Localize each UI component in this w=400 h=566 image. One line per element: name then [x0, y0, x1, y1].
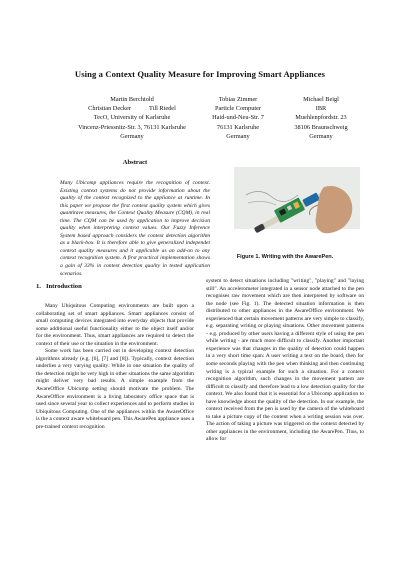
awarepen-illustration — [232, 157, 362, 243]
left-column-body — [36, 303, 194, 431]
figure-caption: Figure 1. Writing with the AwarePen. — [236, 254, 334, 260]
author-column-3 — [284, 95, 358, 141]
author-name: Till Riedel — [148, 105, 176, 113]
author-country: Germany — [226, 132, 250, 140]
author-pair — [54, 104, 210, 113]
author-city: 38106 Braunschweig — [294, 123, 348, 131]
right-column-body: system to detect situations including "writing", "playing" and "laying still". An accelerometer integrated in a sensor node attached to the pen recognises raw movement which are then interpreted by software on the node (see Fig. 1). The detected situation information is then distributed to other appliances in the AwareOffice environment. We experienced that certain movement patterns are very simple to classify, e.g. separating writing or playing situations. Other movement patterns - e.g. produced by other users having a different style of using the pen while writing - are much more difficult to classify. Another important experience was that changes in the quality of detection could happen in a very short time span: A user writing a text on the board, then for some seconds playing with the pen when thinking and then continuing writing is a typical example for such a situation. For a context recognition algorithm, such changes in the movement pattern are difficult to classify and therefore lead to a low detection quality for the context. We also found that it is essential for a Ubicomp application to have knowledge about the quality of the detection. In our example, the context received from the pen is used by the camera of the whiteboard to take a picture copy of the content when a writing session was over. The action of taking a picture was triggered on the context detected by other appliances in the environment, including the AwarePen. Thus, to allow for — [206, 278, 364, 443]
abstract-heading: Abstract — [122, 159, 148, 166]
paper-title: Using a Context Quality Measure for Improving Smart Appliances — [74, 69, 326, 79]
author-column-2 — [198, 95, 278, 141]
section-number: 1. — [36, 283, 41, 290]
figure-awarepen-photo — [232, 157, 362, 243]
author-name: Tobias Zimmer — [218, 96, 258, 103]
author-address: Haid-und-Neu-Str. 7 — [212, 114, 264, 122]
author-name: Martin Berchtold — [110, 96, 154, 103]
author-affiliation: TecO, University of Karlsruhe — [93, 114, 171, 122]
author-country: Germany — [309, 132, 333, 140]
author-country: Germany — [120, 132, 144, 140]
author-block — [0, 95, 400, 155]
author-city: 76131 Karlsruhe — [216, 123, 260, 131]
body-paragraph: Many Ubiquitous Computing environments are built upon a collaborating set of smart appliances. Smart appliances consist of small computing devices integrated into everyday objects that provide some additional useful functionality either to the object itself and/or for the environment. Thus, smart appliances are required to detect the context of their use or the situation in the environment. — [36, 303, 194, 347]
author-affiliation: Particle Computer — [215, 105, 261, 113]
author-column-1 — [54, 95, 210, 141]
section-title: Introduction — [45, 283, 82, 290]
body-paragraph: Some work has been carried out in developing context detection algorithms already (e.g. [6], [7] and [8]). Typically, context detection underlies a very varying quality: While in one situation the quality of the detection might be very high in other situations the same algorithm might deliver very bad results. A simple example from the AwareOffice Ubicomp setting should motivate the problem. The AwareOffice environment is a living laboratory office space that is used since several year to collect experiences and to perform studies in Ubiquitous Computing. One of the appliances within the AwareOffice is the a context aware whiteboard pen. This AwarePen appliance uses a pre-trained context recognition — [36, 348, 194, 430]
author-address: Muehlenpfordstr. 23 — [295, 114, 347, 122]
author-address: Vincenz-Priessnitz-Str. 3, 76131 Karlsruhe — [78, 123, 186, 131]
section-heading — [36, 283, 82, 290]
author-name: Michael Beigl — [303, 96, 339, 103]
author-affiliation: IBR — [315, 105, 327, 113]
author-name: Christian Decker — [88, 105, 131, 113]
abstract-text: Many Ubicomp appliances require the recognition of context. Existing context systems do not provide information about the quality of the context recognized to the appliance at runtime. In this paper we propose the first context quality system which gives quantitave measures, the Context Quality Measure (CQM), in real time. The CQM can be used by application to improve decision quality when interpreting context values. Our Fuzzy Inference System based approach considers the context detection algorithm as a black-box. It is therefore able to give generalized independet context quality measures and it applicable as an add-on to any context recognition system. A first practical implementation shows a gain of 33% in context detection quality in tested application scenarios. — [60, 180, 210, 277]
